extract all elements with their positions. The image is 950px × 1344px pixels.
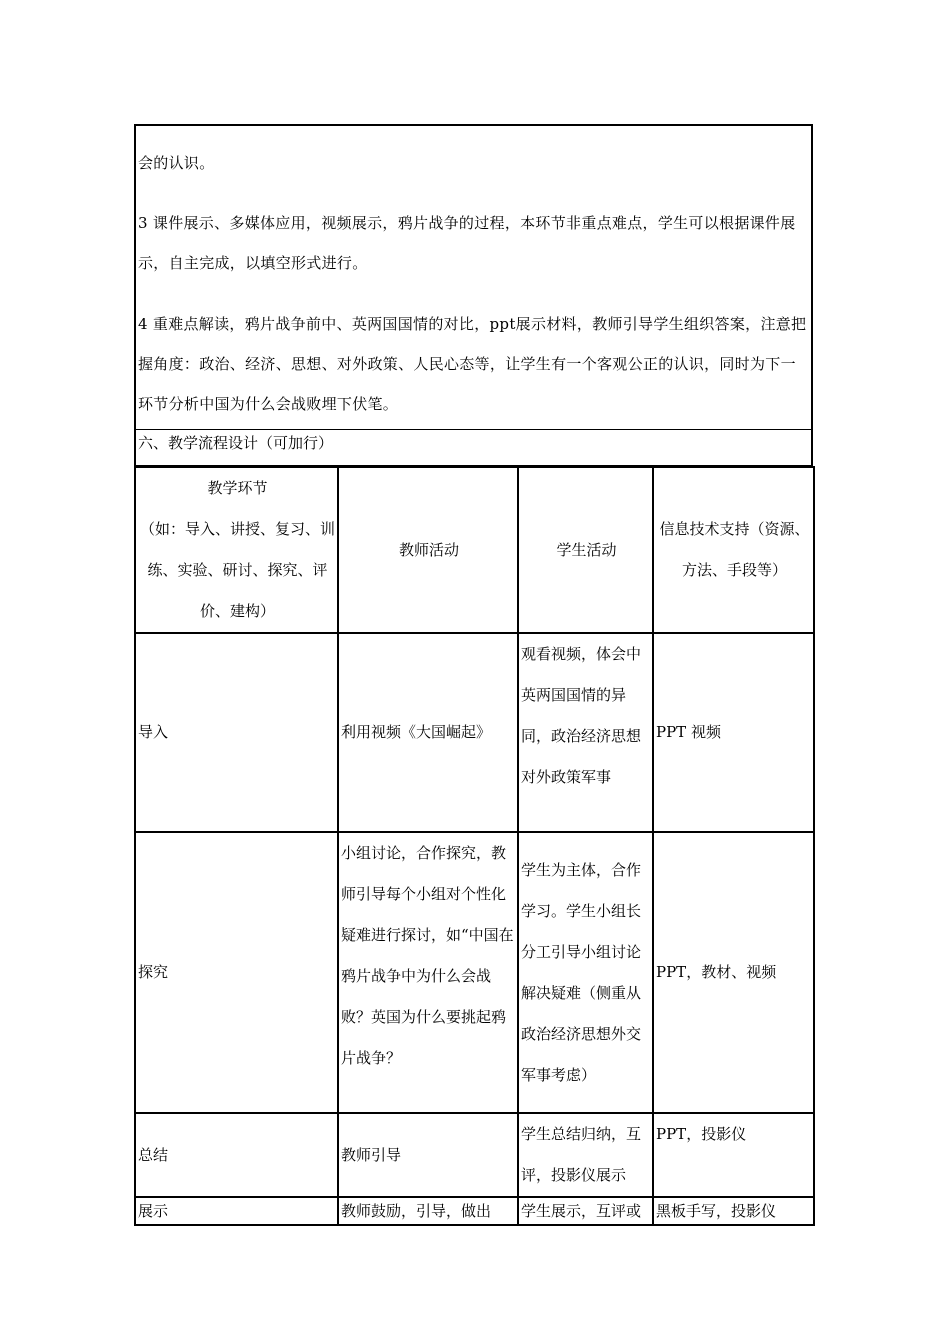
row-stage: 展示 [135, 1197, 338, 1225]
intro-paragraph-3: 4 重难点解读，鸦片战争前中、英两国国情的对比，ppt展示材料，教师引导学生组织答案，注意把握角度：政治、经济、思想、对外政策、人民心态等，让学生有一个客观公正的认识，同时为下一环节分析中国为什么会战败埋下伏笔。 [138, 315, 807, 413]
row-teacher: 利用视频《大国崛起》 [338, 633, 518, 832]
row-student: 学生为主体，合作学习。学生小组长分工引导小组讨论解决疑难（侧重从政治经济思想外交军事考虑） [518, 832, 653, 1113]
header-tech-support: 信息技术支持（资源、方法、手段等） [653, 467, 814, 633]
table-row [135, 1113, 814, 1197]
row-stage: 导入 [135, 633, 338, 832]
table-row [135, 832, 814, 1113]
section-header-row [134, 429, 813, 467]
row-student: 学生总结归纳，互评，投影仪展示 [518, 1113, 653, 1197]
table-row [135, 633, 814, 832]
row-tech: 黑板手写，投影仪 [653, 1197, 814, 1225]
row-tech: PPT，投影仪 [653, 1113, 814, 1197]
row-stage: 探究 [135, 832, 338, 1113]
table-header-row [135, 467, 814, 633]
row-teacher: 教师引导 [338, 1113, 518, 1197]
header-stage-examples: （如：导入、讲授、复习、训练、实验、研讨、探究、评价、建构） [139, 520, 335, 620]
teaching-flow-table [134, 466, 815, 1226]
row-student: 观看视频，体会中英两国国情的异同，政治经济思想对外政策军事 [518, 633, 653, 832]
intro-text-box [134, 124, 813, 430]
header-stage-title: 教学环节 [207, 479, 268, 497]
row-teacher: 教师鼓励，引导，做出 [338, 1197, 518, 1225]
row-tech: PPT 视频 [653, 633, 814, 832]
row-stage: 总结 [135, 1113, 338, 1197]
row-teacher: 小组讨论，合作探究，教师引导每个小组对个性化疑难进行探讨，如“中国在鸦片战争中为什么会战败？英国为什么要挑起鸦片战争？ [338, 832, 518, 1113]
table-row [135, 1197, 814, 1225]
header-teacher-activity: 教师活动 [338, 467, 518, 633]
section-title: 六、教学流程设计（可加行） [138, 434, 334, 452]
header-stage [135, 467, 338, 633]
row-student: 学生展示，互评或 [518, 1197, 653, 1225]
intro-paragraph-1: 会的认识。 [138, 154, 215, 172]
row-tech: PPT，教材、视频 [653, 832, 814, 1113]
header-student-activity: 学生活动 [518, 467, 653, 633]
intro-paragraph-2: 3 课件展示、多媒体应用，视频展示，鸦片战争的过程，本环节非重点难点，学生可以根据课件展示，自主完成，以填空形式进行。 [138, 214, 796, 272]
